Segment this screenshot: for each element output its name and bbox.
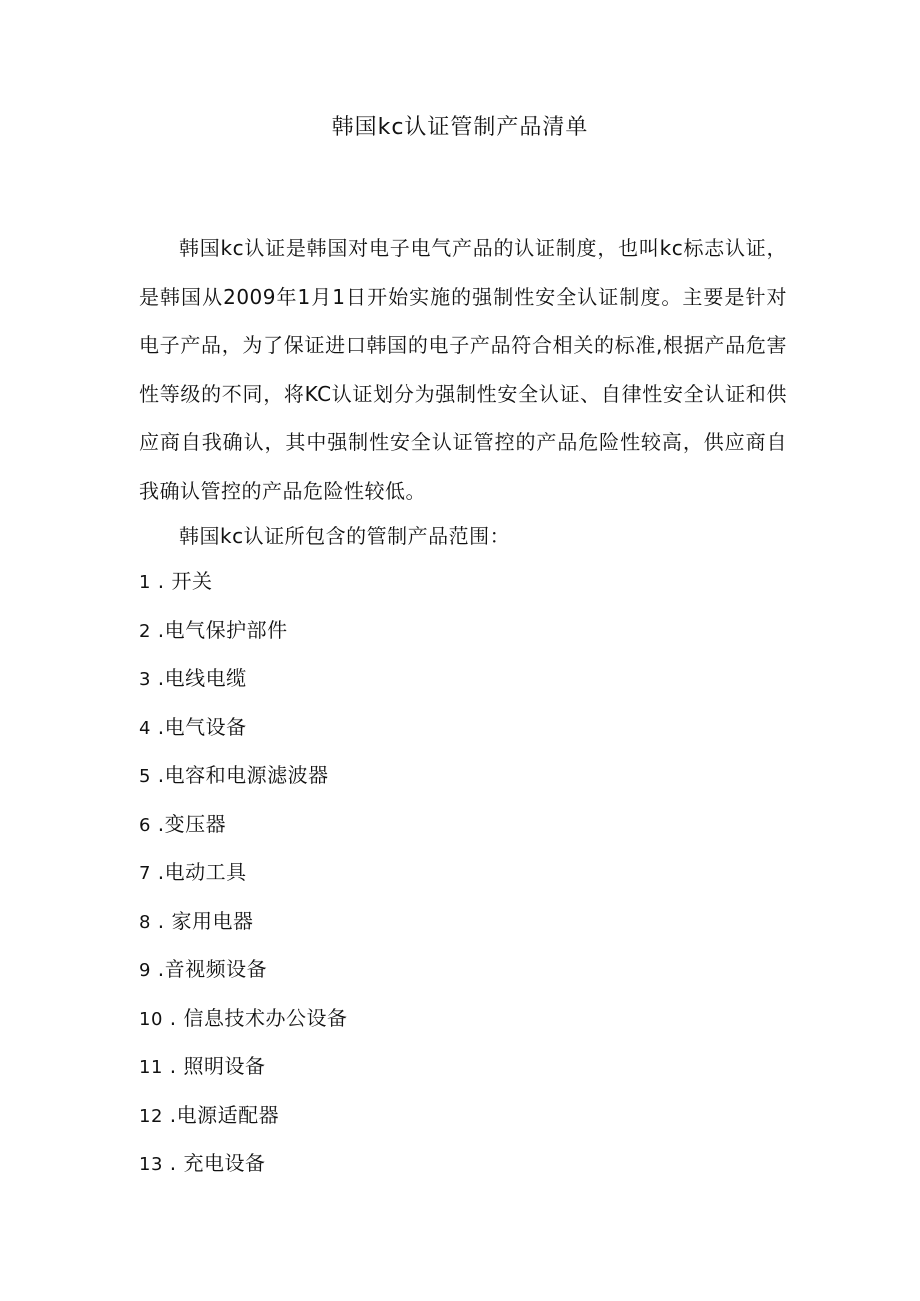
product-list (139, 561, 739, 1192)
item-separator: . (162, 1151, 184, 1175)
item-separator: . (162, 1005, 184, 1030)
item-text: 电气设备 (164, 714, 247, 739)
item-separator: . (150, 860, 165, 884)
item-text: 照明设备 (183, 1054, 266, 1078)
list-item (139, 1095, 739, 1144)
item-text: 电气保护部件 (164, 617, 288, 642)
list-item (139, 755, 739, 804)
item-separator: . (150, 617, 165, 642)
item-text: 开关 (171, 569, 213, 593)
list-item (139, 658, 739, 707)
list-item (139, 852, 739, 901)
list-item (139, 1046, 739, 1095)
item-number: 6 (139, 814, 151, 836)
item-separator: . (150, 908, 172, 933)
item-number: 7 (139, 863, 151, 884)
list-item (139, 804, 739, 853)
list-item (139, 998, 739, 1047)
item-separator: . (150, 569, 172, 593)
item-separator: . (150, 714, 165, 739)
item-number: 12 (139, 1105, 163, 1127)
item-number: 10 (139, 1008, 163, 1030)
item-text: 音视频设备 (164, 957, 268, 981)
item-number: 1 (139, 572, 151, 593)
item-number: 13 (139, 1154, 163, 1175)
item-text: 信息技术办公设备 (183, 1005, 348, 1030)
list-item (139, 707, 739, 756)
list-item (139, 901, 739, 950)
item-separator: . (150, 666, 165, 690)
item-separator: . (150, 763, 165, 787)
item-number: 9 (139, 960, 151, 981)
list-item (139, 610, 739, 659)
item-separator: . (150, 957, 165, 981)
intro-paragraph: 韩国kc认证是韩国对电子电气产品的认证制度，也叫kc标志认证，是韩国从2009年1月1日开始实施的强制性安全认证制度。主要是针对电子产品，为了保证进口韩国的电子产品符合相关的标准,根据产品危害性等级的不同，将KC认证划分为强制性安全认证、自律性安全认证和供应商自我确认，其中强制性安全认证管控的产品危险性较高，供应商自我确认管控的产品危险性较低。 (139, 236, 787, 503)
item-text: 电容和电源滤波器 (164, 763, 329, 787)
list-item (139, 949, 739, 998)
document-title: 韩国kc认证管制产品清单 (331, 115, 589, 140)
item-text: 充电设备 (183, 1151, 266, 1175)
item-text: 变压器 (164, 811, 227, 836)
item-number: 2 (139, 620, 151, 642)
item-number: 4 (139, 717, 151, 739)
item-text: 电动工具 (164, 860, 247, 884)
item-number: 11 (139, 1057, 163, 1078)
item-text: 家用电器 (171, 908, 254, 933)
item-separator: . (162, 1054, 184, 1078)
list-item (139, 561, 739, 610)
item-separator: . (162, 1102, 177, 1127)
item-number: 8 (139, 911, 151, 933)
item-text: 电线电缆 (164, 666, 247, 690)
list-item (139, 1143, 739, 1192)
item-number: 5 (139, 766, 151, 787)
scope-intro: 韩国kc认证所包含的管制产品范围： (179, 524, 511, 548)
item-separator: . (150, 811, 165, 836)
item-text: 电源适配器 (176, 1102, 280, 1127)
item-number: 3 (139, 669, 151, 690)
